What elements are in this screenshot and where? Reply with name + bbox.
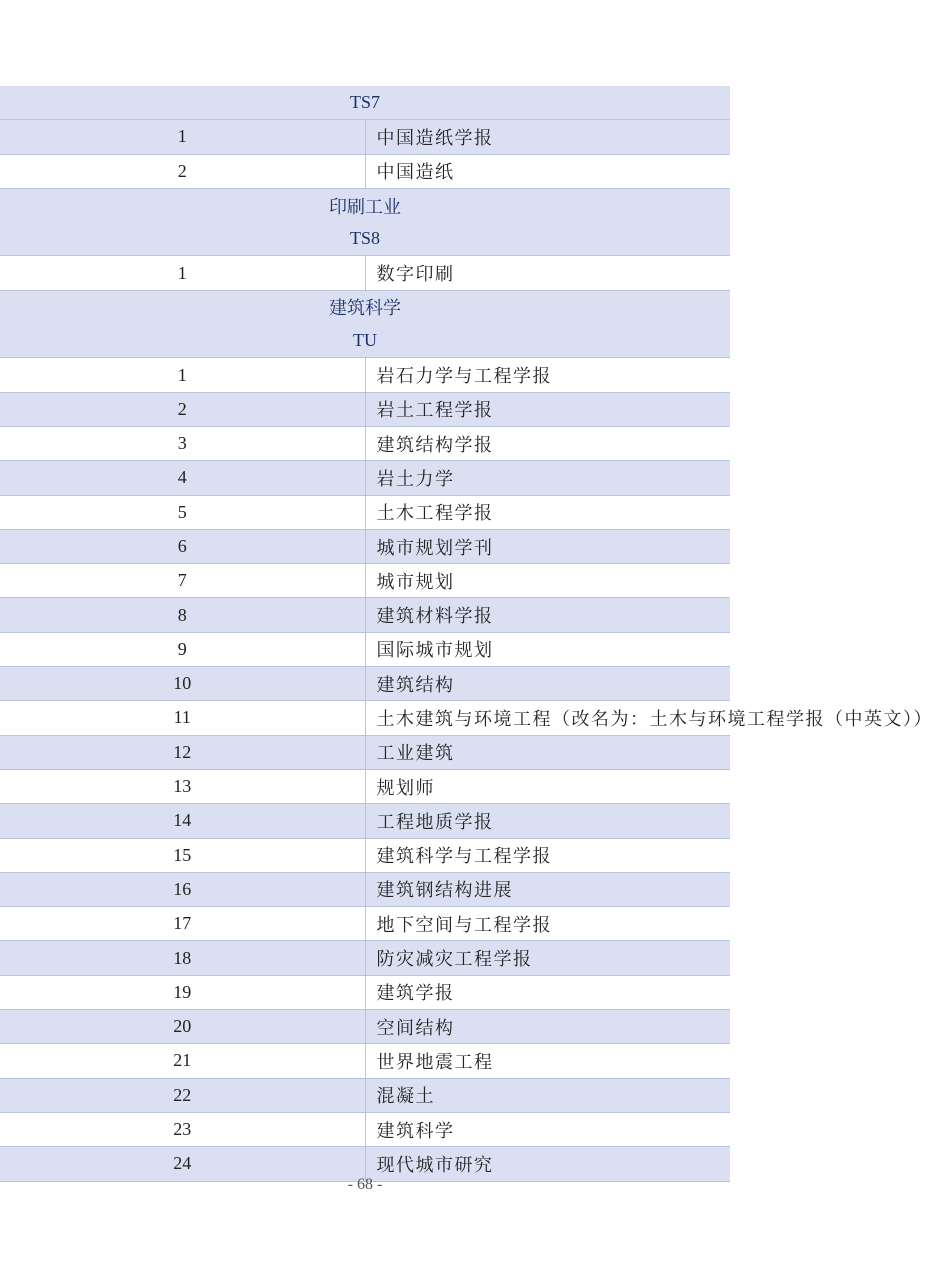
row-number: 2 [0, 154, 365, 188]
section-code-row [0, 86, 730, 120]
row-number: 18 [0, 941, 365, 975]
journal-name: 工业建筑 [365, 735, 730, 769]
journal-name: 现代城市研究 [365, 1147, 730, 1181]
row-number: 17 [0, 907, 365, 941]
section-category-row [0, 188, 730, 222]
section-code-row [0, 324, 730, 358]
journal-name: 世界地震工程 [365, 1044, 730, 1078]
table-row [0, 1112, 730, 1146]
row-number: 7 [0, 564, 365, 598]
row-number: 22 [0, 1078, 365, 1112]
table-row [0, 632, 730, 666]
row-number: 20 [0, 1010, 365, 1044]
journal-name: 城市规划 [365, 564, 730, 598]
table-row [0, 426, 730, 460]
section-category-row [0, 290, 730, 324]
row-number: 14 [0, 804, 365, 838]
table-row [0, 941, 730, 975]
row-number: 12 [0, 735, 365, 769]
section-code: TS7 [0, 86, 730, 120]
section-code: TU [0, 324, 730, 358]
table-row [0, 461, 730, 495]
row-number: 8 [0, 598, 365, 632]
table-row [0, 735, 730, 769]
row-number: 10 [0, 667, 365, 701]
table-row [0, 529, 730, 563]
journal-name: 土木工程学报 [365, 495, 730, 529]
table-row [0, 907, 730, 941]
row-number: 9 [0, 632, 365, 666]
row-number: 1 [0, 120, 365, 154]
table-row [0, 598, 730, 632]
journal-name: 地下空间与工程学报 [365, 907, 730, 941]
row-number: 16 [0, 872, 365, 906]
table-row [0, 804, 730, 838]
section-code: TS8 [0, 222, 730, 256]
journal-name: 建筑科学 [365, 1112, 730, 1146]
journal-name: 建筑结构学报 [365, 426, 730, 460]
row-number: 6 [0, 529, 365, 563]
table-row [0, 667, 730, 701]
journal-name: 中国造纸 [365, 154, 730, 188]
journal-name: 空间结构 [365, 1010, 730, 1044]
journal-table [0, 86, 933, 1182]
row-number: 13 [0, 769, 365, 803]
row-number: 11 [0, 701, 365, 735]
row-number: 1 [0, 358, 365, 392]
row-number: 1 [0, 256, 365, 290]
table-row [0, 872, 730, 906]
section-category: 印刷工业 [0, 188, 730, 222]
row-number: 5 [0, 495, 365, 529]
row-number: 19 [0, 975, 365, 1009]
journal-name: 建筑钢结构进展 [365, 872, 730, 906]
journal-name: 工程地质学报 [365, 804, 730, 838]
journal-name: 岩土工程学报 [365, 392, 730, 426]
table-row [0, 256, 730, 290]
journal-name: 建筑材料学报 [365, 598, 730, 632]
journal-name: 建筑结构 [365, 667, 730, 701]
table-row [0, 975, 730, 1009]
journal-name: 岩土力学 [365, 461, 730, 495]
journal-name: 数字印刷 [365, 256, 730, 290]
row-number: 23 [0, 1112, 365, 1146]
journal-name: 城市规划学刊 [365, 529, 730, 563]
journal-name: 建筑科学与工程学报 [365, 838, 730, 872]
journal-name: 混凝土 [365, 1078, 730, 1112]
table-row [0, 769, 730, 803]
table-row [0, 154, 730, 188]
table-row [0, 392, 730, 426]
table-row [0, 495, 730, 529]
table-row [0, 838, 730, 872]
row-number: 3 [0, 426, 365, 460]
journal-name: 规划师 [365, 769, 730, 803]
table-row [0, 1078, 730, 1112]
section-code-row [0, 222, 730, 256]
section-category: 建筑科学 [0, 290, 730, 324]
page-number: - 68 - [347, 1176, 383, 1193]
table-row [0, 120, 730, 154]
journal-name: 建筑学报 [365, 975, 730, 1009]
journal-name: 国际城市规划 [365, 632, 730, 666]
table-row [0, 1044, 730, 1078]
journal-name: 中国造纸学报 [365, 120, 730, 154]
table-row [0, 564, 730, 598]
row-number: 15 [0, 838, 365, 872]
row-number: 4 [0, 461, 365, 495]
row-number: 21 [0, 1044, 365, 1078]
row-number: 24 [0, 1147, 365, 1181]
table-row [0, 358, 730, 392]
journal-name: 岩石力学与工程学报 [365, 358, 730, 392]
table-row [0, 701, 730, 735]
table-row [0, 1010, 730, 1044]
journal-name: 土木建筑与环境工程（改名为：土木与环境工程学报（中英文）） [365, 701, 730, 735]
row-number: 2 [0, 392, 365, 426]
journal-name: 防灾减灾工程学报 [365, 941, 730, 975]
